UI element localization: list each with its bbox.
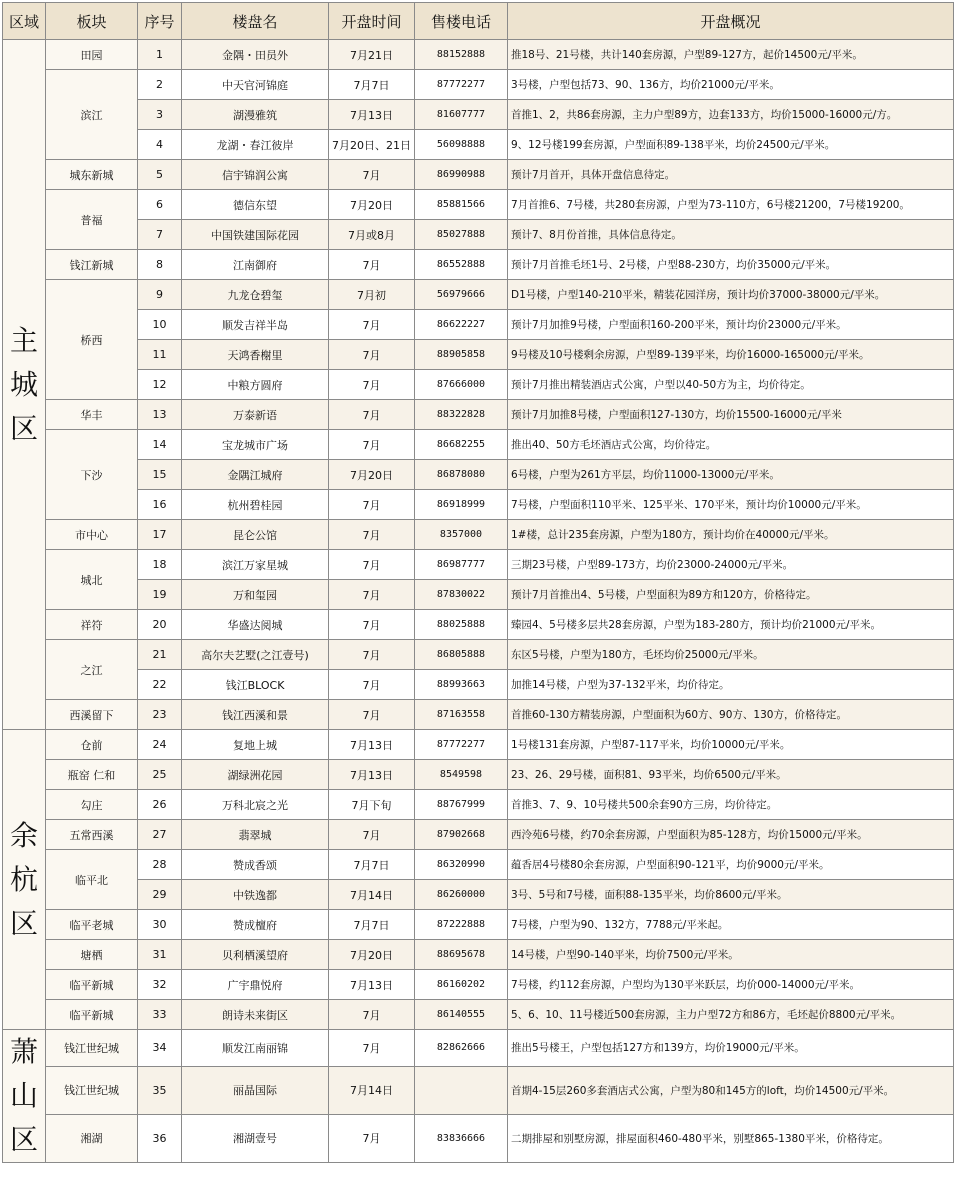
phone-cell: 86990988: [415, 160, 508, 190]
time-cell: 7月: [329, 550, 415, 580]
name-cell: 万科北宸之光: [182, 790, 329, 820]
desc-cell: 23、26、29号楼，面积81、93平米，均价6500元/平米。: [508, 760, 954, 790]
desc-cell: 首推1、2，共86套房源，主力户型89方，边套133方，均价15000-16000元/方。: [508, 100, 954, 130]
board-cell: 临平新城: [46, 1000, 138, 1030]
table-row: [3, 520, 954, 550]
no-cell: 19: [138, 580, 182, 610]
desc-cell: 蕴香居4号楼80余套房源，户型面积90-121平，均价9000元/平米。: [508, 850, 954, 880]
table-row: [3, 160, 954, 190]
no-cell: 12: [138, 370, 182, 400]
region-label: 余杭区: [9, 818, 38, 940]
name-cell: 湘湖壹号: [182, 1114, 329, 1162]
time-cell: 7月: [329, 490, 415, 520]
board-cell: 临平老城: [46, 910, 138, 940]
phone-cell: 86918999: [415, 490, 508, 520]
table-row: [3, 1000, 954, 1030]
table-row: [3, 400, 954, 430]
phone-cell: 87772277: [415, 70, 508, 100]
board-cell: 祥符: [46, 610, 138, 640]
time-cell: 7月: [329, 370, 415, 400]
time-cell: 7月: [329, 160, 415, 190]
name-cell: 昆仑公馆: [182, 520, 329, 550]
no-cell: 5: [138, 160, 182, 190]
time-cell: 7月: [329, 430, 415, 460]
no-cell: 29: [138, 880, 182, 910]
time-cell: 7月: [329, 610, 415, 640]
name-cell: 湖漫雅筑: [182, 100, 329, 130]
table-row: [3, 580, 954, 610]
time-cell: 7月下旬: [329, 790, 415, 820]
name-cell: 丽晶国际: [182, 1066, 329, 1114]
name-cell: 翡翠城: [182, 820, 329, 850]
table-row: [3, 1114, 954, 1162]
table-row: [3, 340, 954, 370]
table-row: [3, 610, 954, 640]
table-row: [3, 700, 954, 730]
table-row: [3, 1030, 954, 1067]
header-no: 序号: [138, 3, 182, 40]
no-cell: 13: [138, 400, 182, 430]
desc-cell: 3号、5号和7号楼，面积88-135平米，均价8600元/平米。: [508, 880, 954, 910]
desc-cell: 1号楼131套房源，户型87-117平米，均价10000元/平米。: [508, 730, 954, 760]
desc-cell: 7号楼，约112套房源，户型均为130平米跃层，均价000-14000元/平米。: [508, 970, 954, 1000]
header-time: 开盘时间: [329, 3, 415, 40]
time-cell: 7月20日、21日: [329, 130, 415, 160]
header-phone: 售楼电话: [415, 3, 508, 40]
table-row: [3, 460, 954, 490]
no-cell: 30: [138, 910, 182, 940]
desc-cell: 首期4-15层260多套酒店式公寓，户型为80和145方的loft，均价14500元/平米。: [508, 1066, 954, 1114]
no-cell: 14: [138, 430, 182, 460]
name-cell: 滨江万家星城: [182, 550, 329, 580]
name-cell: 朗诗未来街区: [182, 1000, 329, 1030]
board-cell: 湘湖: [46, 1114, 138, 1162]
name-cell: 金隅江城府: [182, 460, 329, 490]
board-cell: 城北: [46, 550, 138, 610]
phone-cell: 86682255: [415, 430, 508, 460]
table-row: [3, 940, 954, 970]
name-cell: 万和玺园: [182, 580, 329, 610]
time-cell: 7月或8月: [329, 220, 415, 250]
phone-cell: 56979666: [415, 280, 508, 310]
header-row: [3, 3, 954, 40]
phone-cell: 56098888: [415, 130, 508, 160]
phone-cell: 88905858: [415, 340, 508, 370]
desc-cell: 9号楼及10号楼剩余房源，户型89-139平米，均价16000-165000元/平米。: [508, 340, 954, 370]
no-cell: 17: [138, 520, 182, 550]
table-row: [3, 880, 954, 910]
no-cell: 26: [138, 790, 182, 820]
name-cell: 金隅・田员外: [182, 40, 329, 70]
phone-cell: 83836666: [415, 1114, 508, 1162]
time-cell: 7月: [329, 250, 415, 280]
time-cell: 7月: [329, 670, 415, 700]
table-row: [3, 280, 954, 310]
time-cell: 7月: [329, 700, 415, 730]
phone-cell: 88695678: [415, 940, 508, 970]
desc-cell: 6号楼，户型为261方平层，均价11000-13000元/平米。: [508, 460, 954, 490]
no-cell: 16: [138, 490, 182, 520]
board-cell: 城东新城: [46, 160, 138, 190]
desc-cell: 预计7月首推出4、5号楼，户型面积为89方和120方，价格待定。: [508, 580, 954, 610]
table-row: [3, 220, 954, 250]
board-cell: 华丰: [46, 400, 138, 430]
desc-cell: 7号楼，户型为90、132方，7788元/平米起。: [508, 910, 954, 940]
phone-cell: 86320990: [415, 850, 508, 880]
time-cell: 7月: [329, 1000, 415, 1030]
board-cell: 田园: [46, 40, 138, 70]
time-cell: 7月7日: [329, 910, 415, 940]
table-row: [3, 850, 954, 880]
desc-cell: 9、12号楼199套房源，户型面积89-138平米，均价24500元/平米。: [508, 130, 954, 160]
table-row: [3, 70, 954, 100]
no-cell: 35: [138, 1066, 182, 1114]
no-cell: 28: [138, 850, 182, 880]
phone-cell: 88025888: [415, 610, 508, 640]
phone-cell: 88993663: [415, 670, 508, 700]
phone-cell: 87666000: [415, 370, 508, 400]
phone-cell: 8549598: [415, 760, 508, 790]
board-cell: 钱江新城: [46, 250, 138, 280]
time-cell: 7月初: [329, 280, 415, 310]
name-cell: 德信东望: [182, 190, 329, 220]
no-cell: 1: [138, 40, 182, 70]
time-cell: 7月: [329, 340, 415, 370]
no-cell: 6: [138, 190, 182, 220]
name-cell: 赞成檀府: [182, 910, 329, 940]
time-cell: 7月: [329, 310, 415, 340]
desc-cell: 预计7月首推毛坯1号、2号楼，户型88-230方，均价35000元/平米。: [508, 250, 954, 280]
name-cell: 顺发吉祥半岛: [182, 310, 329, 340]
board-cell: 钱江世纪城: [46, 1030, 138, 1067]
board-cell: 钱江世纪城: [46, 1066, 138, 1114]
time-cell: 7月13日: [329, 100, 415, 130]
table-row: [3, 670, 954, 700]
board-cell: 五常西溪: [46, 820, 138, 850]
time-cell: 7月14日: [329, 1066, 415, 1114]
desc-cell: 预计7月加推8号楼，户型面积127-130方，均价15500-16000元/平米: [508, 400, 954, 430]
phone-cell: 86878080: [415, 460, 508, 490]
name-cell: 信宇锦润公寓: [182, 160, 329, 190]
no-cell: 23: [138, 700, 182, 730]
no-cell: 7: [138, 220, 182, 250]
board-cell: 临平北: [46, 850, 138, 910]
table-row: [3, 490, 954, 520]
time-cell: 7月20日: [329, 940, 415, 970]
region-cell: [3, 1030, 46, 1163]
no-cell: 33: [138, 1000, 182, 1030]
board-cell: 临平新城: [46, 970, 138, 1000]
board-cell: 勾庄: [46, 790, 138, 820]
no-cell: 32: [138, 970, 182, 1000]
board-cell: 瓶窑 仁和: [46, 760, 138, 790]
name-cell: 中天官河锦庭: [182, 70, 329, 100]
name-cell: 中粮方圆府: [182, 370, 329, 400]
time-cell: 7月21日: [329, 40, 415, 70]
table-body: [3, 40, 954, 1163]
board-cell: 市中心: [46, 520, 138, 550]
property-table: [2, 2, 954, 1163]
phone-cell: 86140555: [415, 1000, 508, 1030]
phone-cell: 82862666: [415, 1030, 508, 1067]
name-cell: 宝龙城市广场: [182, 430, 329, 460]
no-cell: 11: [138, 340, 182, 370]
no-cell: 20: [138, 610, 182, 640]
region-label: 主城区: [9, 323, 38, 445]
no-cell: 9: [138, 280, 182, 310]
no-cell: 2: [138, 70, 182, 100]
board-cell: 普福: [46, 190, 138, 250]
desc-cell: 首推60-130方精装房源，户型面积为60方、90方、130方，价格待定。: [508, 700, 954, 730]
phone-cell: 85881566: [415, 190, 508, 220]
name-cell: 钱江西溪和景: [182, 700, 329, 730]
phone-cell: 86805888: [415, 640, 508, 670]
desc-cell: 西泠苑6号楼，约70余套房源，户型面积为85-128方，均价15000元/平米。: [508, 820, 954, 850]
phone-cell: 86622227: [415, 310, 508, 340]
table-row: [3, 970, 954, 1000]
no-cell: 24: [138, 730, 182, 760]
name-cell: 天鸿香榭里: [182, 340, 329, 370]
table-row: [3, 130, 954, 160]
desc-cell: 5、6、10、11号楼近500套房源，主力户型72方和86方，毛坯起价8800元/平米。: [508, 1000, 954, 1030]
phone-cell: [415, 1066, 508, 1114]
phone-cell: 86987777: [415, 550, 508, 580]
time-cell: 7月14日: [329, 880, 415, 910]
board-cell: 下沙: [46, 430, 138, 520]
table-row: [3, 760, 954, 790]
name-cell: 湖绿洲花园: [182, 760, 329, 790]
time-cell: 7月: [329, 1030, 415, 1067]
table-row: [3, 370, 954, 400]
region-cell: [3, 40, 46, 730]
phone-cell: 88767999: [415, 790, 508, 820]
name-cell: 九龙仓碧玺: [182, 280, 329, 310]
time-cell: 7月: [329, 520, 415, 550]
desc-cell: 推出5号楼王，户型包括127方和139方，均价19000元/平米。: [508, 1030, 954, 1067]
desc-cell: 3号楼，户型包括73、90、136方，均价21000元/平米。: [508, 70, 954, 100]
table-row: [3, 640, 954, 670]
phone-cell: 88152888: [415, 40, 508, 70]
board-cell: 之江: [46, 640, 138, 700]
desc-cell: 7月首推6、7号楼，共280套房源，户型为73-110方，6号楼21200，7号楼19200。: [508, 190, 954, 220]
desc-cell: 推出40、50方毛坯酒店式公寓，均价待定。: [508, 430, 954, 460]
no-cell: 3: [138, 100, 182, 130]
header-region: 区域: [3, 3, 46, 40]
time-cell: 7月13日: [329, 760, 415, 790]
table-row: [3, 730, 954, 760]
desc-cell: 预计7、8月份首推，具体信息待定。: [508, 220, 954, 250]
desc-cell: 三期23号楼，户型89-173方，均价23000-24000元/平米。: [508, 550, 954, 580]
table-row: [3, 430, 954, 460]
time-cell: 7月13日: [329, 730, 415, 760]
table-row: [3, 310, 954, 340]
phone-cell: 81607777: [415, 100, 508, 130]
no-cell: 34: [138, 1030, 182, 1067]
table-row: [3, 250, 954, 280]
desc-cell: 二期排屋和别墅房源，排屋面积460-480平米，别墅865-1380平米，价格待定。: [508, 1114, 954, 1162]
header-name: 楼盘名: [182, 3, 329, 40]
no-cell: 25: [138, 760, 182, 790]
time-cell: 7月: [329, 820, 415, 850]
name-cell: 华盛达阅城: [182, 610, 329, 640]
time-cell: 7月7日: [329, 70, 415, 100]
name-cell: 龙湖・春江彼岸: [182, 130, 329, 160]
name-cell: 江南御府: [182, 250, 329, 280]
table-row: [3, 550, 954, 580]
no-cell: 4: [138, 130, 182, 160]
desc-cell: 臻园4、5号楼多层共28套房源，户型为183-280方，预计均价21000元/平米。: [508, 610, 954, 640]
name-cell: 中国铁建国际花园: [182, 220, 329, 250]
no-cell: 18: [138, 550, 182, 580]
time-cell: 7月: [329, 1114, 415, 1162]
phone-cell: 87222888: [415, 910, 508, 940]
desc-cell: 1#楼，总计235套房源，户型为180方，预计均价在40000元/平米。: [508, 520, 954, 550]
table-row: [3, 820, 954, 850]
desc-cell: 推18号、21号楼，共计140套房源，户型89-127方，起价14500元/平米。: [508, 40, 954, 70]
desc-cell: 14号楼，户型90-140平米，均价7500元/平米。: [508, 940, 954, 970]
name-cell: 万泰新语: [182, 400, 329, 430]
name-cell: 贝利栖溪望府: [182, 940, 329, 970]
time-cell: 7月: [329, 580, 415, 610]
phone-cell: 86552888: [415, 250, 508, 280]
table-row: [3, 910, 954, 940]
header-desc: 开盘概况: [508, 3, 954, 40]
time-cell: 7月: [329, 400, 415, 430]
name-cell: 赞成香颂: [182, 850, 329, 880]
time-cell: 7月20日: [329, 460, 415, 490]
board-cell: 桥西: [46, 280, 138, 400]
name-cell: 复地上城: [182, 730, 329, 760]
time-cell: 7月20日: [329, 190, 415, 220]
time-cell: 7月7日: [329, 850, 415, 880]
time-cell: 7月13日: [329, 970, 415, 1000]
table-row: [3, 790, 954, 820]
table-row: [3, 1066, 954, 1114]
header-board: 板块: [46, 3, 138, 40]
desc-cell: 7号楼，户型面积110平米、125平米、170平米，预计均价10000元/平米。: [508, 490, 954, 520]
no-cell: 31: [138, 940, 182, 970]
phone-cell: 86260000: [415, 880, 508, 910]
table-row: [3, 40, 954, 70]
phone-cell: 85027888: [415, 220, 508, 250]
phone-cell: 8357000: [415, 520, 508, 550]
no-cell: 21: [138, 640, 182, 670]
board-cell: 仓前: [46, 730, 138, 760]
phone-cell: 87830022: [415, 580, 508, 610]
board-cell: 西溪留下: [46, 700, 138, 730]
phone-cell: 87163558: [415, 700, 508, 730]
name-cell: 广宇鼎悦府: [182, 970, 329, 1000]
phone-cell: 87902668: [415, 820, 508, 850]
no-cell: 27: [138, 820, 182, 850]
name-cell: 杭州碧桂园: [182, 490, 329, 520]
table-row: [3, 100, 954, 130]
desc-cell: 预计7月首开，具体开盘信息待定。: [508, 160, 954, 190]
name-cell: 钱江BLOCK: [182, 670, 329, 700]
name-cell: 顺发江南丽锦: [182, 1030, 329, 1067]
phone-cell: 86160202: [415, 970, 508, 1000]
board-cell: 塘栖: [46, 940, 138, 970]
desc-cell: 首推3、7、9、10号楼共500余套90方三房，均价待定。: [508, 790, 954, 820]
name-cell: 高尔夫艺墅(之江壹号): [182, 640, 329, 670]
phone-cell: 88322828: [415, 400, 508, 430]
phone-cell: 87772277: [415, 730, 508, 760]
no-cell: 10: [138, 310, 182, 340]
region-cell: [3, 730, 46, 1030]
desc-cell: D1号楼，户型140-210平米，精装花园洋房，预计均价37000-38000元/平米。: [508, 280, 954, 310]
desc-cell: 预计7月加推9号楼，户型面积160-200平米，预计均价23000元/平米。: [508, 310, 954, 340]
region-label: 萧山区: [9, 1035, 38, 1156]
board-cell: 滨江: [46, 70, 138, 160]
no-cell: 8: [138, 250, 182, 280]
desc-cell: 预计7月推出精装酒店式公寓，户型以40-50方为主，均价待定。: [508, 370, 954, 400]
time-cell: 7月: [329, 640, 415, 670]
no-cell: 36: [138, 1114, 182, 1162]
no-cell: 15: [138, 460, 182, 490]
no-cell: 22: [138, 670, 182, 700]
name-cell: 中铁逸都: [182, 880, 329, 910]
desc-cell: 东区5号楼，户型为180方，毛坯均价25000元/平米。: [508, 640, 954, 670]
table-row: [3, 190, 954, 220]
desc-cell: 加推14号楼，户型为37-132平米，均价待定。: [508, 670, 954, 700]
